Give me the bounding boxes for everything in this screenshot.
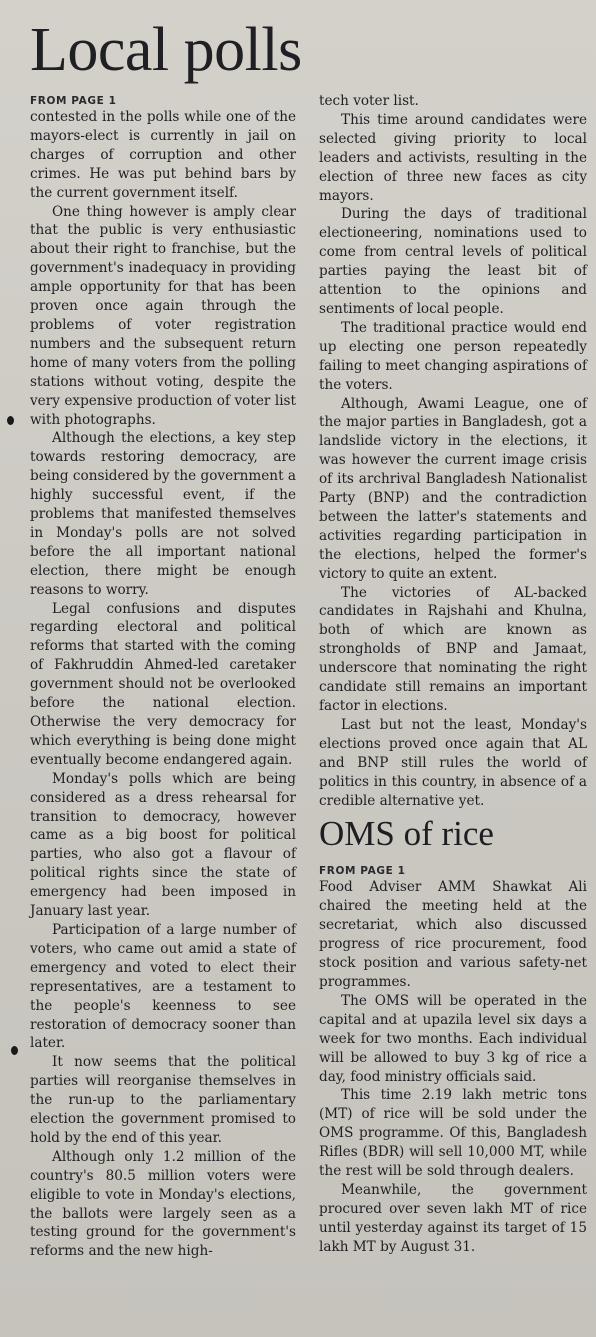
kicker-from-page-1: FROM PAGE 1 bbox=[30, 95, 117, 107]
binder-hole-mark-top bbox=[7, 416, 14, 425]
paragraph: This time around candidates were selected giving priority to local leaders and activists, resulting in the election of three new faces as city mayors. bbox=[319, 111, 587, 204]
paragraph: During the days of traditional electioneering, nominations used to come from central levels of political parties paying the least bit of attention to the opinions and sentiments of local people. bbox=[319, 206, 587, 317]
article-local-polls-left-column bbox=[30, 94, 296, 1261]
paragraph: Although only 1.2 million of the country's 80.5 million voters were eligible to vote in Monday's elections, the ballots were largely seen as a testing ground for the government's reforms and the new high- bbox=[30, 1148, 296, 1260]
headline-local-polls: Local polls bbox=[30, 16, 302, 84]
paragraph: Legal confusions and disputes regarding electoral and political reforms that started with the coming of Fakhruddin Ahmed-led caretaker government should not be overlooked before the national election. Otherwise the very democracy for which everything is being done might eventually become endangered again. bbox=[30, 600, 296, 768]
binder-hole-mark-bottom bbox=[11, 1046, 18, 1055]
paragraph: tech voter list. bbox=[319, 93, 419, 109]
paragraph: One thing however is amply clear that the public is very enthusiastic about their right to franchise, but the government's inadequacy in providing ample opportunity for that has been proven once again through the problems of voter registration numbers and the subsequent return home of many voters from the polling stations without voting, despite the very expensive production of voter list with photographs. bbox=[30, 203, 296, 428]
paragraph: contested in the polls while one of the mayors-elect is currently in jail on charges of corruption and other crimes. He was put behind bars by the current government itself. bbox=[30, 109, 296, 201]
headline-oms-of-rice: OMS of rice bbox=[319, 814, 494, 854]
paragraph: The traditional practice would end up electing one person repeatedly failing to meet changing aspirations of the voters. bbox=[319, 319, 587, 393]
paragraph: Meanwhile, the government procured over seven lakh MT of rice until yesterday against its target of 15 lakh MT by August 31. bbox=[319, 1181, 587, 1255]
paragraph: Although, Awami League, one of the major parties in Bangladesh, got a landslide victory in the elections, it was however the current image crisis of its archrival Bangladesh Nationalist Party (BNP) and the contradiction between the latter's statements and activities regarding participation in the elections, helped the former's victory to quite an extent. bbox=[319, 395, 587, 582]
paragraph: Monday's polls which are being considered as a dress rehearsal for transition to democracy, however came as a big boost for political parties, who also got a flavour of political rights since the state of emergency had been imposed in January last year. bbox=[30, 770, 296, 920]
paragraph: Last but not the least, Monday's elections proved once again that AL and BNP still rules the world of politics in this country, in absence of a credible alternative yet. bbox=[319, 716, 587, 809]
paragraph: Food Adviser AMM Shawkat Ali chaired the meeting held at the secretariat, which also discussed progress of rice procurement, food stock position and various safety-net programmes. bbox=[319, 879, 587, 990]
paragraph: Although the elections, a key step towards restoring democracy, are being considered by the government a highly successful event, if the problems that manifested themselves in Monday's polls are not solved before the all important national election, there might be enough reasons to worry. bbox=[30, 430, 296, 598]
paragraph: The victories of AL-backed candidates in Rajshahi and Khulna, both of which are known as strongholds of BNP and Jamaat, underscore that nominating the right candidate still remains an important factor in elections. bbox=[319, 584, 587, 714]
paragraph: The OMS will be operated in the capital and at upazila level six days a week for two months. Each individual will be allowed to buy 3 kg of rice a day, food ministry officials said. bbox=[319, 992, 587, 1085]
paragraph: Participation of a large number of voters, who came out amid a state of emergency and voted to elect their representatives, are a testament to the people's keenness to see restoration of democracy sooner than later. bbox=[30, 921, 296, 1052]
paragraph: It now seems that the political parties will reorganise themselves in the run-up to the parliamentary election the government promised to hold by the end of this year. bbox=[30, 1054, 296, 1146]
article-local-polls-right-column bbox=[319, 92, 587, 1257]
kicker-from-page-1: FROM PAGE 1 bbox=[319, 865, 406, 878]
paragraph: This time 2.19 lakh metric tons (MT) of rice will be sold under the OMS programme. Of this, Bangladesh Rifles (BDR) will sell 10,000 MT, while the rest will be sold through dealers. bbox=[319, 1087, 587, 1180]
